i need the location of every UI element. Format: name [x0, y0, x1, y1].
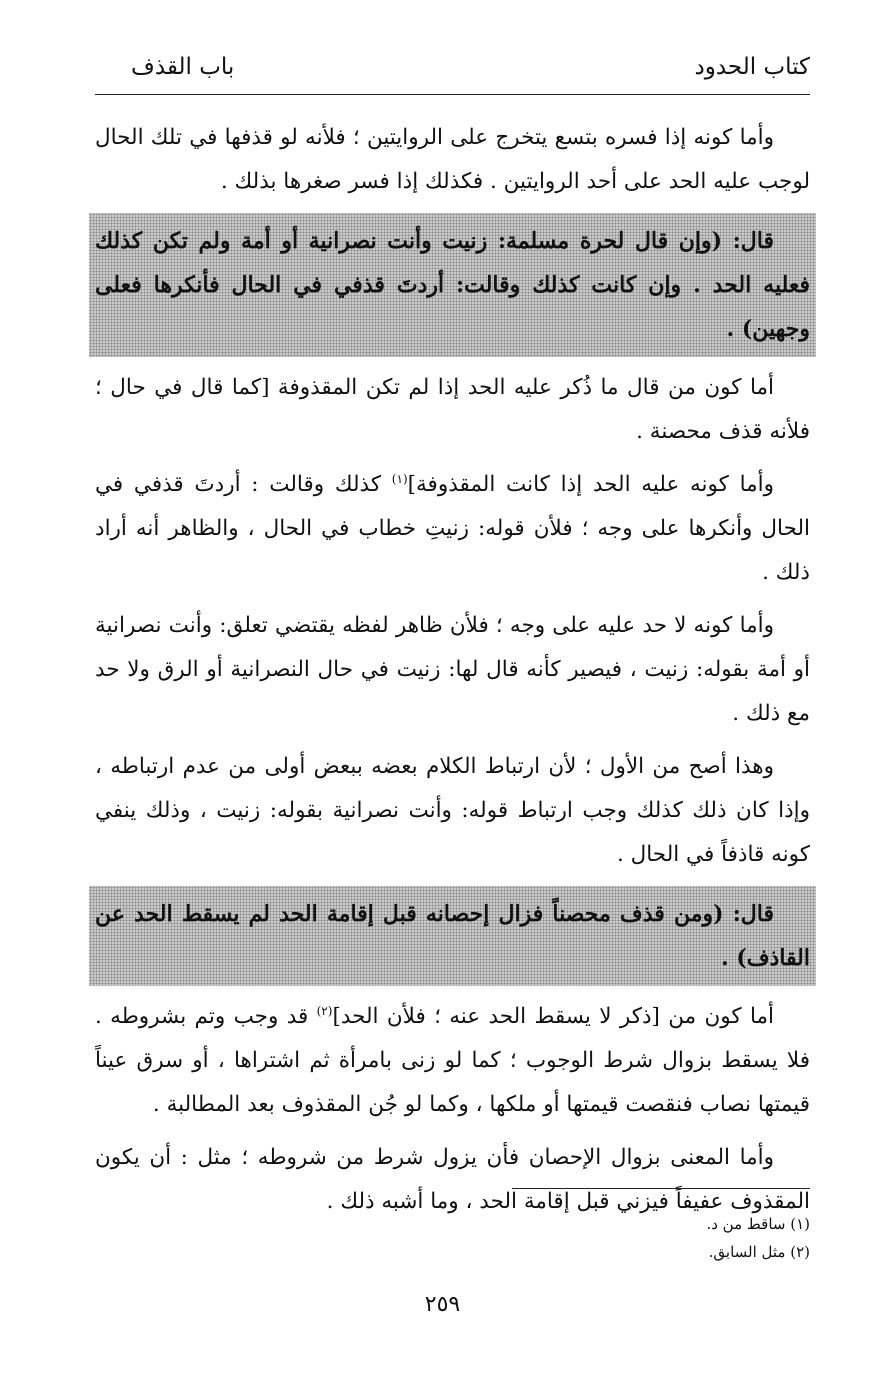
matn-highlight-block: قال: (وإن قال لحرة مسلمة: زنيت وأنت نصرانية أو أمة ولم تكن كذلك فعليه الحد . وإن كانت كذلك وقالت: أردتَ قذفي في الحال فأنكرها فعلى وجهين) . — [89, 213, 816, 357]
book-title: كتاب الحدود — [694, 54, 810, 80]
paragraph-text: كذلك وقالت : أردتَ قذفي في الحال وأنكرها على وجه ؛ فلأن قوله: زنيتِ خطاب في الحال ، والظاهر أنه أراد ذلك . — [95, 472, 810, 585]
commentary-paragraph: أما كون من قال ما ذُكر عليه الحد إذا لم تكن المقذوفة [كما قال في حال ؛ فلأنه قذف محصنة . — [95, 375, 810, 444]
footnote: (١) ساقط من د. — [706, 1215, 810, 1233]
footnote: (٢) مثل السابق. — [708, 1243, 810, 1261]
footnotes — [410, 1210, 810, 1266]
footnote-marker: (٢) — [316, 1003, 333, 1018]
footnote-marker: (١) — [391, 471, 408, 486]
commentary-paragraph: وأما المعنى بزوال الإحصان فأن يزول شرط من شروطه ؛ مثل : أن يكون المقذوف عفيفاً فيزني قبل إقامة الحد ، وما أشبه ذلك . — [95, 1145, 810, 1214]
page-number: ٢٥٩ — [424, 1292, 461, 1317]
commentary-paragraph — [95, 995, 810, 1127]
running-header — [95, 50, 810, 95]
footnote-separator — [512, 1188, 810, 1189]
commentary-paragraph: وأما كونه لا حد عليه على وجه ؛ فلأن ظاهر لفظه يقتضي تعلق: وأنت نصرانية أو أمة بقوله: زنيت ، فيصير كأنه قال لها: زنيت في حال النصرانية أو الرق ولا حد مع ذلك . — [95, 613, 810, 726]
main-text — [95, 116, 810, 1233]
chapter-title: باب القذف — [131, 54, 235, 80]
commentary-paragraph: وهذا أصح من الأول ؛ لأن ارتباط الكلام بعضه ببعض أولى من عدم ارتباطه ، وإذا كان ذلك كذلك وجب ارتباط قوله: وأنت نصرانية بقوله: زنيت ، وذلك ينفي كونه قاذفاً في الحال . — [95, 754, 810, 867]
commentary-paragraph: وأما كونه إذا فسره بتسع يتخرج على الروايتين ؛ فلأنه لو قذفها في تلك الحال لوجب عليه الحد على أحد الروايتين . فكذلك إذا فسر صغرها بذلك . — [95, 125, 810, 194]
paragraph-text: أما كون من [ذكر لا يسقط الحد عنه ؛ فلأن الحد] — [332, 1004, 774, 1029]
commentary-paragraph — [95, 463, 810, 595]
matn-highlight-block: قال: (ومن قذف محصناً فزال إحصانه قبل إقامة الحد لم يسقط الحد عن القاذف) . — [89, 886, 816, 986]
paragraph-text: وأما كونه عليه الحد إذا كانت المقذوفة] — [407, 472, 774, 497]
paragraph-text: قد وجب وتم بشروطه . فلا يسقط بزوال شرط الوجوب ؛ كما لو زنى بامرأة ثم اشتراها ، أو سرق عيناً قيمتها نصاب فنقصت قيمتها أو ملكها ، وكما لو جُن المقذوف بعد المطالبة . — [95, 1004, 810, 1117]
